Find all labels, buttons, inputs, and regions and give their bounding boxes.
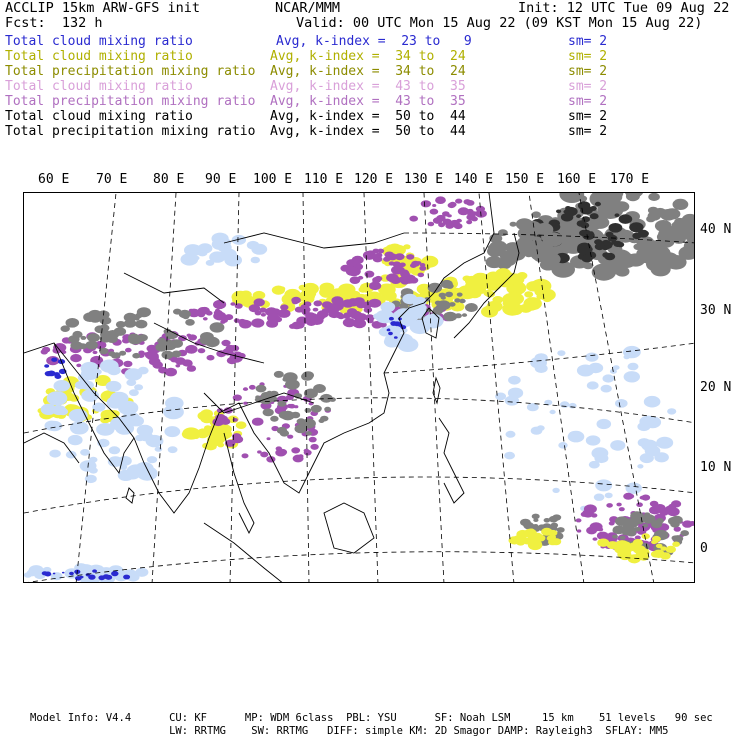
field-avg: Avg, k-index = 23 to 9 <box>276 34 472 49</box>
valid-time: Valid: 00 UTC Mon 15 Aug 22 (09 KST Mon 15 Aug 22) <box>296 15 703 31</box>
lon-label: 80 E <box>153 172 185 187</box>
field-name: Total cloud mixing ratio <box>5 79 193 94</box>
lon-label: 60 E <box>38 172 70 187</box>
gray-cloud-patch <box>255 371 336 437</box>
forecast-hour: Fcst: 132 h <box>5 15 103 31</box>
map-frame <box>23 192 695 583</box>
lon-label: 160 E <box>557 172 597 187</box>
field-name: Total precipitation mixing ratio <box>5 124 256 139</box>
lon-label: 170 E <box>610 172 650 187</box>
field-sm: sm= 2 <box>568 34 608 49</box>
field-sm: sm= 2 <box>568 124 608 139</box>
field-name: Total cloud mixing ratio <box>5 49 193 64</box>
lat-label: 20 N <box>700 380 732 395</box>
lon-label: 70 E <box>96 172 128 187</box>
lon-label: 120 E <box>354 172 394 187</box>
yellow-cloud-patch <box>182 409 247 450</box>
lon-label: 150 E <box>505 172 545 187</box>
coastline <box>324 503 374 553</box>
field-sm: sm= 2 <box>568 94 608 109</box>
field-sm: sm= 2 <box>568 79 608 94</box>
field-name: Total precipitation mixing ratio <box>5 64 256 79</box>
coastline-layer <box>24 193 519 583</box>
map-canvas <box>24 193 695 583</box>
field-sm: sm= 2 <box>568 49 608 64</box>
coastline <box>439 418 464 503</box>
field-avg: Avg, k-index = 50 to 44 <box>270 124 466 139</box>
lon-label: 100 E <box>253 172 293 187</box>
init-time: Init: 12 UTC Tue 09 Aug 22 <box>518 0 730 16</box>
coastline <box>126 488 134 503</box>
lat-label: 30 N <box>700 303 732 318</box>
yellow-cloud-patch <box>509 528 562 550</box>
low-cloud-patch <box>495 346 676 511</box>
field-sm: sm= 2 <box>568 109 608 124</box>
field-avg: Avg, k-index = 34 to 24 <box>270 49 466 64</box>
field-avg: Avg, k-index = 43 to 35 <box>270 79 466 94</box>
field-name: Total cloud mixing ratio <box>5 109 193 124</box>
model-title: ACCLIP 15km ARW-GFS init <box>5 0 201 16</box>
purple-precip-patch <box>409 196 487 229</box>
lat-label: 40 N <box>700 222 732 237</box>
field-sm: sm= 2 <box>568 64 608 79</box>
lon-label: 130 E <box>404 172 444 187</box>
lat-label: 10 N <box>700 460 732 475</box>
field-avg: Avg, k-index = 43 to 35 <box>270 94 466 109</box>
org-label: NCAR/MMM <box>275 0 341 16</box>
field-name: Total cloud mixing ratio <box>5 34 193 49</box>
coastline <box>204 523 284 583</box>
lon-label: 140 E <box>454 172 494 187</box>
lon-label: 90 E <box>205 172 237 187</box>
coastline <box>124 273 224 303</box>
lon-label: 110 E <box>304 172 344 187</box>
field-avg: Avg, k-index = 50 to 44 <box>270 109 466 124</box>
model-info-line2: LW: RRTMG SW: RRTMG DIFF: simple KM: 2D Smagor DAMP: Rayleigh3 SFLAY: MM5 <box>30 725 669 737</box>
meridian-line <box>303 193 309 583</box>
low-cloud-patch <box>181 233 268 267</box>
meridian-line <box>152 193 176 583</box>
model-info-line1: Model Info: V4.4 CU: KF MP: WDM 6class PBL: YSU SF: Noah LSM 15 km 51 levels 90 sec <box>30 712 713 724</box>
cloud-fields-layer <box>24 193 695 583</box>
field-name: Total precipitation mixing ratio <box>5 94 256 109</box>
lat-label: 0 <box>700 541 708 556</box>
field-avg: Avg, k-index = 34 to 24 <box>270 64 466 79</box>
